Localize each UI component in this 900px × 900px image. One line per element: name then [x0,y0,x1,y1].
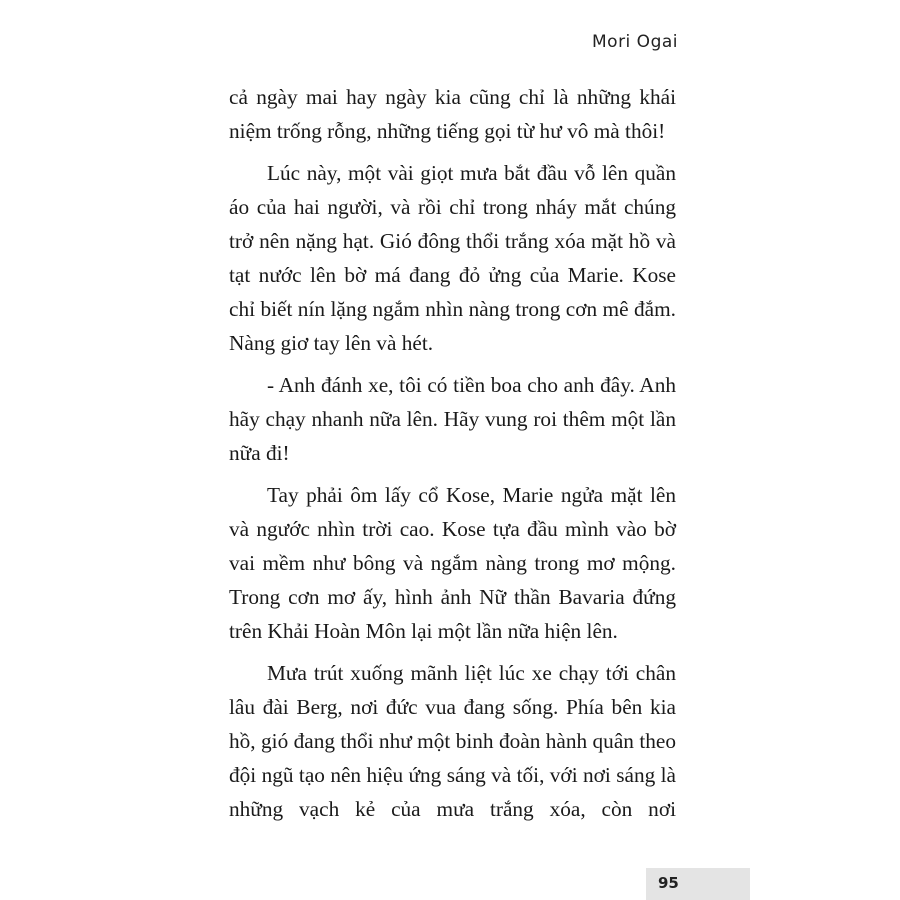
paragraph-castle: Mưa trút xuống mãnh liệt lúc xe chạy tới chân lâu đài Berg, nơi đức vua đang sống. Phía bên kia hồ, gió đang thổi như một binh đoàn hành quân theo đội ngũ tạo nên hiệu ứng sáng và tối, với nơi sáng là những vạch kẻ của mưa trắng xóa, còn nơi [229,661,676,821]
page-number-box [646,868,750,900]
page-number: 95 [658,874,679,892]
paragraph-continuation: cả ngày mai hay ngày kia cũng chỉ là những khái niệm trống rỗng, những tiếng gọi từ hư vô mà thôi! [229,85,676,143]
paragraph-dialogue: - Anh đánh xe, tôi có tiền boa cho anh đây. Anh hãy chạy nhanh nữa lên. Hãy vung roi thêm một lần nữa đi! [229,373,676,465]
body-text [229,80,676,834]
running-head: Mori Ogai [592,32,678,52]
paragraph-rain: Lúc này, một vài giọt mưa bắt đầu vỗ lên quần áo của hai người, và rồi chỉ trong nháy mắt chúng trở nên nặng hạt. Gió đông thổi trắng xóa mặt hồ và tạt nước lên bờ má đang đỏ ửng của Marie. Kose chỉ biết nín lặng ngắm nhìn nàng trong cơn mê đắm. Nàng giơ tay lên và hét. [229,161,676,355]
paragraph-embrace: Tay phải ôm lấy cổ Kose, Marie ngửa mặt lên và ngước nhìn trời cao. Kose tựa đầu mình vào bờ vai mềm như bông và ngắm nàng trong mơ mộng. Trong cơn mơ ấy, hình ảnh Nữ thần Bavaria đứng trên Khải Hoàn Môn lại một lần nữa hiện lên. [229,483,676,643]
